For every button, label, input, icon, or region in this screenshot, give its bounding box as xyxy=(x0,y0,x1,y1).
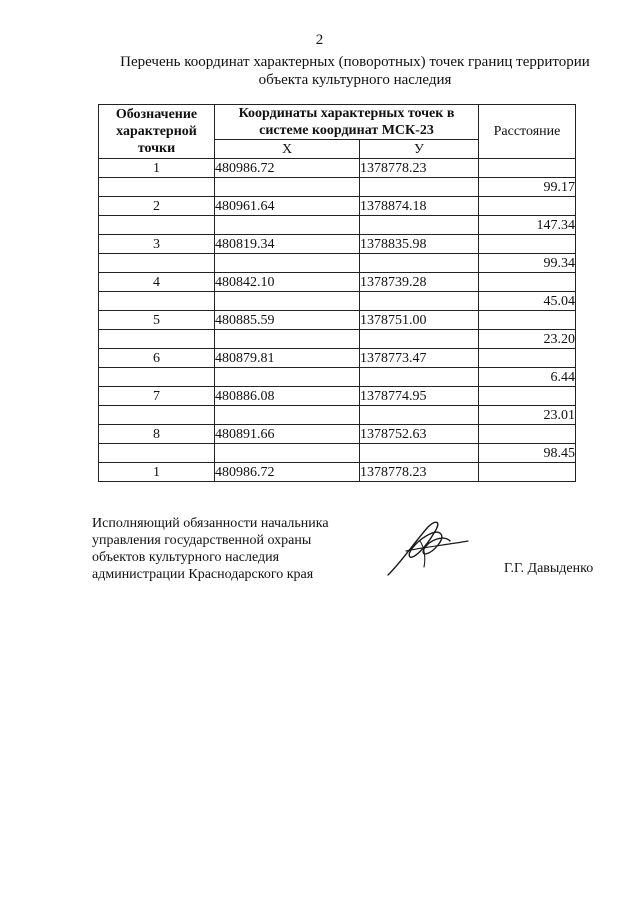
y-cell: 1378774.95 xyxy=(360,387,479,406)
x-cell xyxy=(215,254,360,273)
distance-cell: 23.20 xyxy=(479,330,576,349)
table-row xyxy=(99,349,576,368)
distance-cell: 6.44 xyxy=(479,368,576,387)
x-cell: 480879.81 xyxy=(215,349,360,368)
header-coordinates-line: Координаты характерных точек в xyxy=(238,106,455,121)
x-cell: 480842.10 xyxy=(215,273,360,292)
point-name-cell xyxy=(99,178,215,197)
distance-cell xyxy=(479,425,576,444)
y-cell: 1378835.98 xyxy=(360,235,479,254)
table-row xyxy=(99,311,576,330)
distance-cell xyxy=(479,273,576,292)
point-name-cell xyxy=(99,368,215,387)
y-cell xyxy=(360,292,479,311)
point-name-cell xyxy=(99,406,215,425)
point-name-cell xyxy=(99,292,215,311)
distance-cell xyxy=(479,235,576,254)
signer-name: Г.Г. Давыденко xyxy=(504,561,594,576)
distance-cell xyxy=(479,349,576,368)
y-cell xyxy=(360,178,479,197)
table-row xyxy=(99,330,576,349)
distance-cell xyxy=(479,159,576,178)
signatory-position xyxy=(92,515,329,583)
point-name-cell xyxy=(99,444,215,463)
point-name-cell xyxy=(99,330,215,349)
coordinates-table-body xyxy=(99,159,576,482)
point-name-cell xyxy=(99,216,215,235)
header-point-name-line: Обозначение xyxy=(115,107,198,122)
table-row xyxy=(99,235,576,254)
y-cell: 1378778.23 xyxy=(360,463,479,482)
signatory-position-line: администрации Краснодарского края xyxy=(92,567,314,582)
y-cell: 1378751.00 xyxy=(360,311,479,330)
table-row xyxy=(99,444,576,463)
x-cell xyxy=(215,292,360,311)
y-cell: 1378752.63 xyxy=(360,425,479,444)
point-name-cell: 1 xyxy=(99,159,215,178)
x-cell xyxy=(215,216,360,235)
point-name-cell: 6 xyxy=(99,349,215,368)
y-cell xyxy=(360,330,479,349)
table-row xyxy=(99,159,576,178)
table-row xyxy=(99,406,576,425)
signatory-position-line: управления государственной охраны xyxy=(92,533,312,548)
point-name-cell xyxy=(99,254,215,273)
coordinates-table xyxy=(98,104,576,482)
table-row xyxy=(99,216,576,235)
y-cell: 1378874.18 xyxy=(360,197,479,216)
table-row xyxy=(99,254,576,273)
x-cell: 480891.66 xyxy=(215,425,360,444)
y-cell xyxy=(360,216,479,235)
y-cell xyxy=(360,406,479,425)
signatory-position-line: объектов культурного наследия xyxy=(92,550,280,565)
x-cell xyxy=(215,178,360,197)
point-name-cell: 7 xyxy=(99,387,215,406)
x-cell: 480961.64 xyxy=(215,197,360,216)
y-cell xyxy=(360,444,479,463)
y-cell: 1378739.28 xyxy=(360,273,479,292)
header-point-name-line: характерной xyxy=(116,124,197,139)
table-row xyxy=(99,292,576,311)
point-name-cell: 2 xyxy=(99,197,215,216)
table-row xyxy=(99,197,576,216)
table-row xyxy=(99,368,576,387)
header-point-name xyxy=(99,105,215,159)
distance-cell xyxy=(479,387,576,406)
x-cell: 480986.72 xyxy=(215,463,360,482)
distance-cell: 45.04 xyxy=(479,292,576,311)
x-cell: 480885.59 xyxy=(215,311,360,330)
handwritten-signature xyxy=(384,517,470,579)
distance-cell xyxy=(479,463,576,482)
distance-cell: 147.34 xyxy=(479,216,576,235)
document-title xyxy=(80,53,630,89)
x-cell: 480819.34 xyxy=(215,235,360,254)
x-cell xyxy=(215,444,360,463)
point-name-cell: 3 xyxy=(99,235,215,254)
header-point-name-line: точки xyxy=(137,141,176,156)
table-row xyxy=(99,178,576,197)
x-cell xyxy=(215,368,360,387)
point-name-cell: 1 xyxy=(99,463,215,482)
x-cell xyxy=(215,330,360,349)
distance-cell: 99.34 xyxy=(479,254,576,273)
header-coordinates xyxy=(215,105,479,140)
title-line-2: объекта культурного наследия xyxy=(258,72,452,88)
distance-cell xyxy=(479,311,576,330)
distance-cell xyxy=(479,197,576,216)
point-name-cell: 4 xyxy=(99,273,215,292)
signatory-position-line: Исполняющий обязанности начальника xyxy=(92,516,329,531)
page-number: 2 xyxy=(315,32,324,48)
table-row xyxy=(99,463,576,482)
point-name-cell: 5 xyxy=(99,311,215,330)
table-row xyxy=(99,425,576,444)
header-coordinates-line: системе координат МСК-23 xyxy=(259,123,434,138)
y-cell xyxy=(360,368,479,387)
header-y: У xyxy=(360,140,479,159)
point-name-cell: 8 xyxy=(99,425,215,444)
x-cell xyxy=(215,406,360,425)
table-row xyxy=(99,387,576,406)
y-cell xyxy=(360,254,479,273)
title-line-1: Перечень координат характерных (поворотных) точек границ территории xyxy=(120,54,590,70)
distance-cell: 99.17 xyxy=(479,178,576,197)
distance-cell: 23.01 xyxy=(479,406,576,425)
table-row xyxy=(99,273,576,292)
header-distance: Расстояние xyxy=(479,105,576,159)
y-cell: 1378778.23 xyxy=(360,159,479,178)
x-cell: 480986.72 xyxy=(215,159,360,178)
header-x: X xyxy=(215,140,360,159)
x-cell: 480886.08 xyxy=(215,387,360,406)
y-cell: 1378773.47 xyxy=(360,349,479,368)
distance-cell: 98.45 xyxy=(479,444,576,463)
